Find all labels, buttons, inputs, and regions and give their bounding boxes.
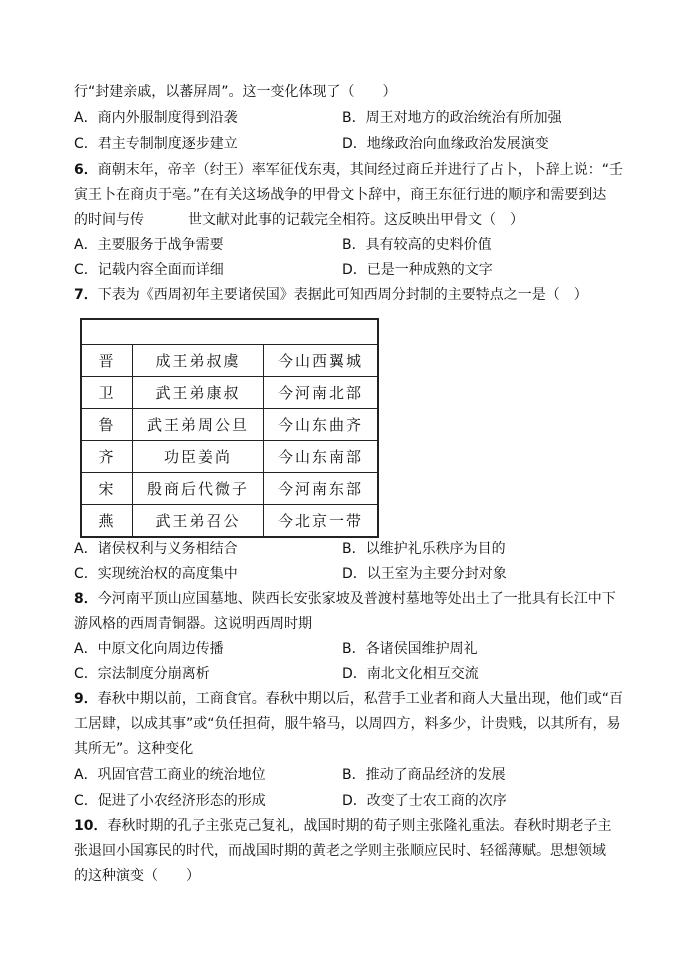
q9-stem-line-2: 工居肆，以成其事”或“负任担荷，服牛辂马，以周四方，料多少，计贵贱，以其所有，易 xyxy=(74,716,621,732)
person-cell: 功臣姜尚 xyxy=(133,441,264,473)
q9-stem-line-3: 其所无”。这种变化 xyxy=(74,741,194,757)
q5-stem-tail: 行“封建亲戚，以蕃屏周”。这一变化体现了（ ） xyxy=(74,84,397,100)
q6-option-c[interactable]: C．记载内容全面而详细 xyxy=(74,262,224,278)
q8-number: 8． xyxy=(74,591,98,607)
q7-option-d[interactable]: D．以王室为主要分封对象 xyxy=(342,566,507,582)
q9-number: 9． xyxy=(74,691,98,707)
q10-stem-line-1 xyxy=(74,816,611,836)
place-cell: 今河南东部 xyxy=(264,473,379,505)
q6-text-3b: 世文献对此事的记载完全相符。这反映出甲骨文（ ） xyxy=(188,212,524,228)
state-cell: 燕 xyxy=(81,505,133,538)
q6-option-b[interactable]: B．具有较高的史料价值 xyxy=(342,237,492,253)
state-cell: 晋 xyxy=(81,345,133,377)
q10-stem-line-3: 的这种演变（ ） xyxy=(74,868,200,884)
q9-stem-line-1 xyxy=(74,689,623,709)
q6-stem-line-1 xyxy=(74,160,623,180)
table-row xyxy=(81,345,378,377)
person-cell: 殷商后代微子 xyxy=(133,473,264,505)
q9-option-d[interactable]: D．改变了士农工商的次序 xyxy=(342,793,507,809)
fief-states-table xyxy=(80,318,379,538)
q8-stem-line-2: 游风格的西周青铜器。这说明西周时期 xyxy=(74,616,312,632)
table-row xyxy=(81,505,378,538)
q6-number: 6． xyxy=(74,162,98,178)
q10-stem-line-2: 张退回小国寡民的时代，而战国时期的黄老之学则主张顺应民时、轻徭薄赋。思想领域 xyxy=(74,843,606,859)
table-row xyxy=(81,377,378,409)
q7-stem xyxy=(74,285,588,305)
q6-stem-line-2: 寅王卜在商贞于亳。”在有关这场战争的甲骨文卜辞中，商王东征行进的顺序和需要到达 xyxy=(74,187,607,203)
place-cell: 今北京一带 xyxy=(264,505,379,538)
place-cell: 今河南北部 xyxy=(264,377,379,409)
q5-option-c[interactable]: C．君主专制制度逐步建立 xyxy=(74,136,238,152)
person-cell: 武王弟康叔 xyxy=(133,377,264,409)
q9-option-a[interactable]: A．巩固官营工商业的统治地位 xyxy=(74,767,266,783)
q8-option-b[interactable]: B．各诸侯国维护周礼 xyxy=(342,641,478,657)
q9-option-b[interactable]: B．推动了商品经济的发展 xyxy=(342,767,506,783)
state-cell: 卫 xyxy=(81,377,133,409)
q8-option-a[interactable]: A．中原文化向周边传播 xyxy=(74,641,224,657)
q8-option-d[interactable]: D．南北文化相互交流 xyxy=(342,666,479,682)
q7-option-a[interactable]: A．诸侯权利与义务相结合 xyxy=(74,541,238,557)
q10-number: 10． xyxy=(74,818,108,834)
state-cell: 齐 xyxy=(81,441,133,473)
table-row xyxy=(81,409,378,441)
place-cell: 今山东曲齐 xyxy=(264,409,379,441)
q6-text-3a: 的时间与传 xyxy=(74,212,144,228)
q8-stem-line-1 xyxy=(74,589,616,609)
table-row xyxy=(81,473,378,505)
state-cell: 鲁 xyxy=(81,409,133,441)
table-row xyxy=(81,441,378,473)
q7-number: 7． xyxy=(74,287,98,303)
q10-text-1: 春秋时期的孔子主张克己复礼，战国时期的荀子则主张隆礼重法。春秋时期老子主 xyxy=(107,818,612,834)
q6-text-1: 商朝末年，帝辛（纣王）率军征伐东夷，其间经过商丘并进行了占卜，卜辞上说：“壬 xyxy=(97,162,624,178)
q6-stem-line-3 xyxy=(74,210,524,230)
q6-option-d[interactable]: D．已是一种成熟的文字 xyxy=(342,262,493,278)
q8-text-1: 今河南平顶山应国墓地、陕西长安张家坡及普渡村墓地等处出土了一批具有长江中下 xyxy=(97,591,616,607)
q6-option-a[interactable]: A．主要服务于战争需要 xyxy=(74,237,224,253)
q8-option-c[interactable]: C．宗法制度分崩离析 xyxy=(74,666,210,682)
q5-option-b[interactable]: B．周王对地方的政治统治有所加强 xyxy=(342,110,562,126)
state-cell: 宋 xyxy=(81,473,133,505)
person-cell: 武王弟周公旦 xyxy=(133,409,264,441)
q5-option-d[interactable]: D．地缘政治向血缘政治发展演变 xyxy=(342,136,549,152)
place-cell: 今山西翼城 xyxy=(264,345,379,377)
person-cell: 成王弟叔虞 xyxy=(133,345,264,377)
q5-option-a[interactable]: A．商内外服制度得到沿袭 xyxy=(74,110,238,126)
q9-option-c[interactable]: C．促进了小农经济形态的形成 xyxy=(74,793,266,809)
q7-option-c[interactable]: C．实现统治权的高度集中 xyxy=(74,566,238,582)
q7-option-b[interactable]: B．以维护礼乐秩序为目的 xyxy=(342,541,506,557)
table-caption-row xyxy=(81,319,378,345)
q7-text: 下表为《西周初年主要诸侯国》表据此可知西周分封制的主要特点之一是（ ） xyxy=(97,287,588,303)
person-cell: 武王弟召公 xyxy=(133,505,264,538)
q9-text-1: 春秋中期以前，工商食官。春秋中期以后，私营手工业者和商人大量出现，他们或“百 xyxy=(97,691,624,707)
place-cell: 今山东南部 xyxy=(264,441,379,473)
